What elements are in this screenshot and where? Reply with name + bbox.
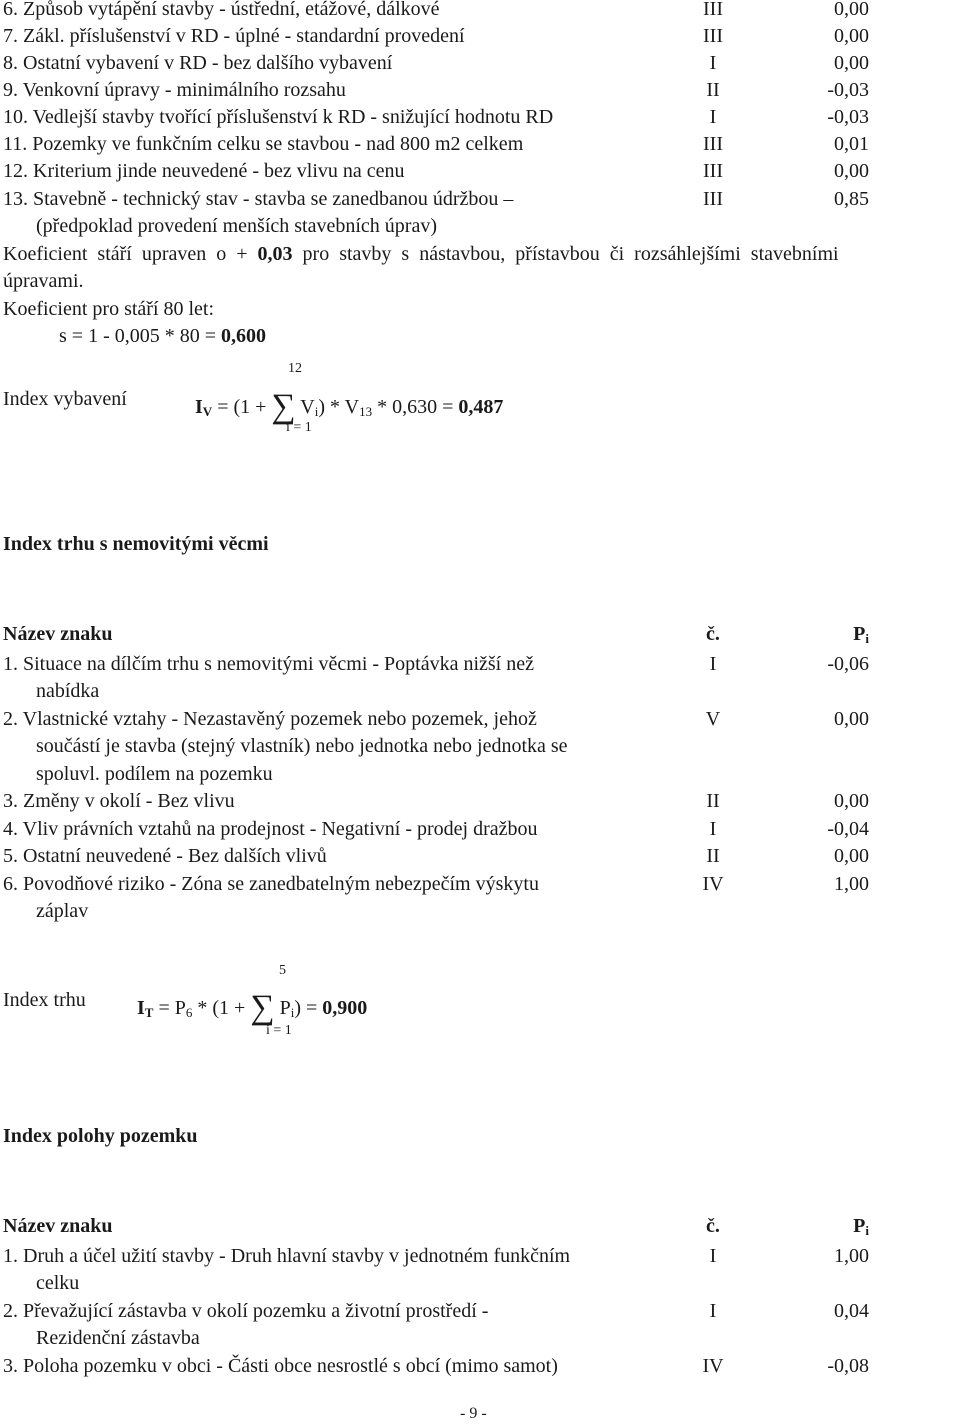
market-row-label: 3. Změny v okolí - Bez vlivu	[3, 790, 235, 812]
equipment-row-label: 13. Stavebně - technický stav - stavba se zanedbanou údržbou –	[3, 188, 514, 210]
sum-lower-limit: i = 1	[286, 420, 312, 435]
equipment-row-label: 6. Způsob vytápění stavby - ústřední, etážové, dálkové	[3, 0, 440, 20]
market-row-class: V	[705, 708, 721, 730]
market-row-label-continued: nabídka	[36, 680, 100, 702]
age-coefficient-label: Koeficient pro stáří 80 let:	[3, 298, 215, 320]
equipment-row-value: -0,03	[827, 79, 869, 101]
index-subscript: T	[144, 1005, 154, 1020]
age-note-text: Koeficient stáří upraven o +	[3, 243, 258, 265]
market-row-value: 0,00	[834, 708, 869, 730]
location-row-class: I	[709, 1300, 717, 1322]
market-row-label: 1. Situace na dílčím trhu s nemovitými věcmi - Poptávka nižší než	[3, 653, 534, 675]
formula-part: = (1 +	[212, 396, 272, 418]
location-row-label: 3. Poloha pozemku v obci - Části obce nesrostlé s obcí (mimo samot)	[3, 1355, 558, 1377]
age-coefficient-result: 0,600	[221, 325, 267, 347]
formula-part: V	[295, 396, 315, 418]
sum-upper-limit: 5	[279, 963, 286, 978]
location-row-label-continued: Rezidenční zástavba	[36, 1327, 200, 1349]
sum-lower-limit: i = 1	[266, 1023, 292, 1038]
market-row-class: I	[709, 653, 717, 675]
page-number: - 9 -	[460, 1405, 487, 1422]
age-coefficient-formula	[59, 323, 266, 350]
equipment-row-value: 0,00	[834, 160, 869, 182]
location-row-label: 1. Druh a účel užití stavby - Druh hlavní stavby v jednotném funkčním	[3, 1245, 571, 1267]
age-note-adjustment: 0,03	[257, 243, 293, 265]
formula-part: ) =	[294, 997, 323, 1019]
equipment-row-class: III	[703, 0, 723, 20]
market-col-p-header	[779, 621, 869, 648]
sum-sign: ∑	[271, 388, 296, 425]
market-row-value: -0,04	[827, 818, 869, 840]
equipment-row-class: III	[703, 188, 723, 210]
equipment-row-label: 8. Ostatní vybavení v RD - bez dalšího vybavení	[3, 52, 393, 74]
equipment-row-class: III	[703, 160, 723, 182]
formula-part: * 0,630 =	[372, 396, 459, 418]
p-symbol: P	[853, 1215, 866, 1237]
equipment-row-label: 10. Vedlejší stavby tvořící příslušenství k RD - snižující hodnotu RD	[3, 106, 554, 128]
market-row-value: 0,00	[834, 845, 869, 867]
equipment-row-value: 0,00	[834, 52, 869, 74]
index-symbol: I	[137, 997, 145, 1019]
equipment-row-class: III	[703, 25, 723, 47]
market-row-label: 5. Ostatní neuvedené - Bez dalších vlivů	[3, 845, 327, 867]
sum-upper-limit: 12	[288, 361, 302, 376]
location-row-class: I	[709, 1245, 717, 1267]
market-index-expression	[137, 987, 368, 1026]
formula-subscript: 6	[185, 1005, 193, 1020]
location-row-label-continued: celku	[36, 1272, 80, 1294]
formula-subscript: i	[314, 404, 319, 419]
market-row-label-continued: spoluvl. podílem na pozemku	[36, 763, 273, 785]
age-note-text: pro stavby s nástavbou, přístavbou či rozsáhlejšími stavebními	[292, 243, 839, 265]
formula-part: ) * V	[318, 396, 360, 418]
p-subscript: i	[865, 631, 869, 646]
p-subscript: i	[865, 1223, 869, 1238]
equipment-row-value: 0,00	[834, 25, 869, 47]
market-index-heading: Index trhu s nemovitými věcmi	[3, 533, 269, 555]
equipment-row-class: I	[709, 52, 717, 74]
equipment-row-label-continued: (předpoklad provedení menších stavebních úprav)	[36, 215, 437, 237]
market-row-class: II	[706, 845, 720, 867]
market-row-class: IV	[702, 873, 724, 895]
formula-subscript: i	[290, 1005, 295, 1020]
market-col-name-header: Název znaku	[3, 623, 113, 645]
age-note-line2: úpravami.	[3, 270, 84, 292]
equipment-row-class: II	[706, 79, 720, 101]
location-col-name-header: Název znaku	[3, 1215, 113, 1237]
formula-part: P	[274, 997, 291, 1019]
age-formula-text: s = 1 - 0,005 * 80 =	[59, 325, 222, 347]
equipment-row-class: I	[709, 106, 717, 128]
market-row-label-continued: součástí je stavba (stejný vlastník) nebo jednotka nebo jednotka se	[36, 735, 568, 757]
formula-part: * (1 +	[192, 997, 251, 1019]
market-row-value: 0,00	[834, 790, 869, 812]
equipment-row-value: 0,85	[834, 188, 869, 210]
equipment-row-value: -0,03	[827, 106, 869, 128]
market-index-result: 0,900	[322, 997, 368, 1019]
market-index-label: Index trhu	[3, 989, 86, 1011]
formula-subscript: 13	[359, 404, 373, 419]
market-row-label: 2. Vlastnické vztahy - Nezastavěný pozemek nebo pozemek, jehož	[3, 708, 537, 730]
equipment-row-label: 9. Venkovní úpravy - minimálního rozsahu	[3, 79, 346, 101]
equipment-row-label: 11. Pozemky ve funkčním celku se stavbou - nad 800 m2 celkem	[3, 133, 524, 155]
location-row-value: -0,08	[827, 1355, 869, 1377]
sum-sign: ∑	[250, 989, 275, 1026]
equipment-row-value: 0,00	[834, 0, 869, 20]
p-symbol: P	[853, 623, 866, 645]
equipment-index-expression	[195, 386, 504, 425]
market-row-value: 1,00	[834, 873, 869, 895]
equipment-index-label: Index vybavení	[3, 388, 127, 410]
market-row-label-continued: záplav	[36, 900, 89, 922]
formula-part: = P	[153, 997, 186, 1019]
equipment-row-class: III	[703, 133, 723, 155]
location-row-value: 0,04	[834, 1300, 869, 1322]
location-index-heading: Index polohy pozemku	[3, 1125, 198, 1147]
market-row-class: I	[709, 818, 717, 840]
location-row-class: IV	[702, 1355, 724, 1377]
equipment-row-value: 0,01	[834, 133, 869, 155]
market-row-value: -0,06	[827, 653, 869, 675]
market-row-class: II	[706, 790, 720, 812]
market-row-label: 4. Vliv právních vztahů na prodejnost - Negativní - prodej dražbou	[3, 818, 538, 840]
index-symbol: I	[195, 396, 203, 418]
equipment-row-label: 12. Kriterium jinde neuvedené - bez vlivu na cenu	[3, 160, 405, 182]
equipment-row-label: 7. Zákl. příslušenství v RD - úplné - standardní provedení	[3, 25, 465, 47]
market-row-label: 6. Povodňové riziko - Zóna se zanedbatelným nebezpečím výskytu	[3, 873, 539, 895]
age-note-line1	[3, 241, 957, 268]
equipment-index-result: 0,487	[458, 396, 504, 418]
location-row-value: 1,00	[834, 1245, 869, 1267]
location-col-number-header: č.	[706, 1215, 720, 1237]
location-col-p-header	[779, 1213, 869, 1240]
market-col-number-header: č.	[706, 623, 720, 645]
index-subscript: V	[202, 404, 213, 419]
location-row-label: 2. Převažující zástavba v okolí pozemku a životní prostředí -	[3, 1300, 489, 1322]
